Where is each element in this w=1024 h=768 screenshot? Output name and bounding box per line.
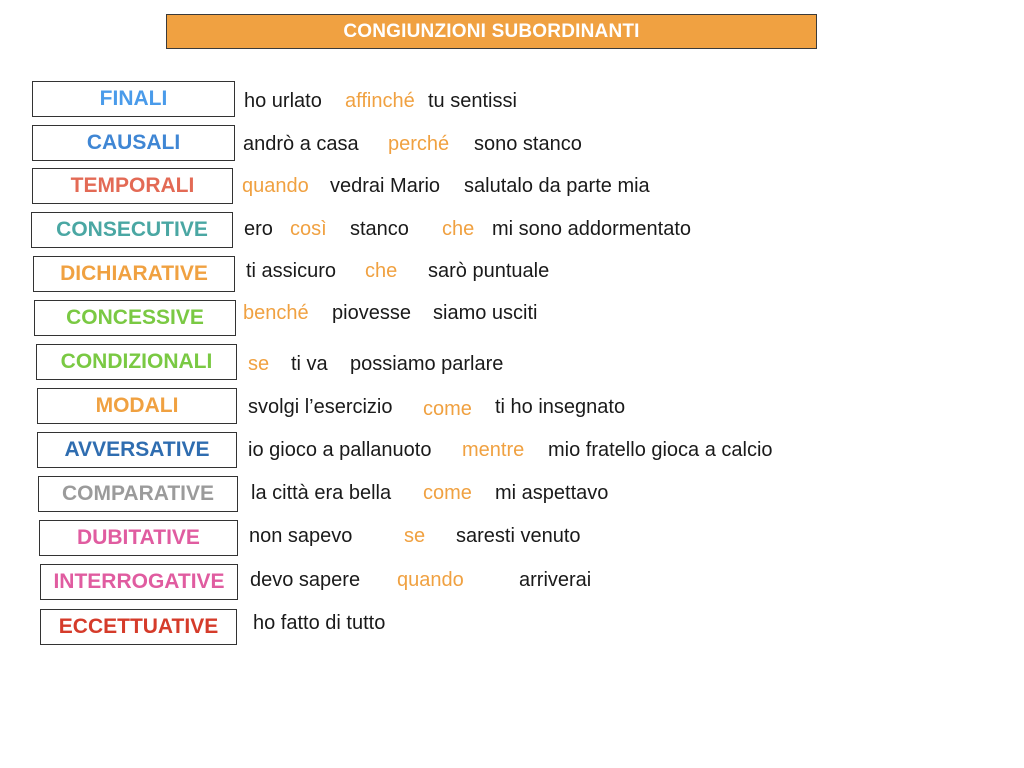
label-causali: CAUSALI (32, 125, 235, 161)
label-condizionali: CONDIZIONALI (36, 344, 237, 380)
fragment-text: ero (244, 218, 273, 240)
fragment-text: mio fratello gioca a calcio (548, 439, 773, 461)
conjunction-word: che (365, 260, 398, 282)
label-eccettuative: ECCETTUATIVE (40, 609, 237, 645)
conjunction-word: benché (243, 302, 309, 324)
conjunction-word: se (248, 353, 270, 375)
page-title: CONGIUNZIONI SUBORDINANTI (166, 14, 817, 49)
fragment-text: devo sapere (250, 569, 361, 591)
fragment-text: andrò a casa (243, 133, 359, 155)
fragment-text: salutalo da parte mia (464, 175, 650, 197)
label-consecutive: CONSECUTIVE (31, 212, 233, 248)
fragment-text: ho urlato (244, 90, 322, 112)
fragment-text: piovesse (332, 302, 411, 324)
fragment-text: mi sono addormentato (492, 218, 692, 240)
fragment-text: possiamo parlare (350, 353, 504, 375)
conjunction-word: perché (388, 133, 450, 155)
conjunction-word: mentre (462, 439, 525, 461)
conjunction-word: quando (242, 175, 309, 197)
label-concessive: CONCESSIVE (34, 300, 236, 336)
conjunction-word: quando (397, 569, 464, 591)
label-avversative: AVVERSATIVE (37, 432, 237, 468)
fragment-text: arriverai (519, 569, 592, 591)
label-dubitative: DUBITATIVE (39, 520, 238, 556)
conjunction-word: come (423, 482, 472, 504)
label-temporali: TEMPORALI (32, 168, 233, 204)
fragment-text: saresti venuto (456, 525, 581, 547)
fragment-text: sono stanco (474, 133, 582, 155)
conjunction-word: che (442, 218, 475, 240)
fragment-text: ti va (291, 353, 328, 375)
label-dichiarative: DICHIARATIVE (33, 256, 235, 292)
fragment-text: non sapevo (249, 525, 353, 547)
fragment-text: la città era bella (251, 482, 392, 504)
fragment-text: tu sentissi (428, 90, 517, 112)
fragment-text: ti ho insegnato (495, 396, 626, 418)
conjunction-word: affinché (345, 90, 415, 112)
label-finali: FINALI (32, 81, 235, 117)
fragment-text: ho fatto di tutto (253, 612, 386, 634)
fragment-text: mi aspettavo (495, 482, 609, 504)
label-modali: MODALI (37, 388, 237, 424)
conjunction-word: se (404, 525, 426, 547)
fragment-text: io gioco a pallanuoto (248, 439, 432, 461)
conjunction-word: come (423, 398, 472, 420)
fragment-text: ti assicuro (246, 260, 337, 282)
fragment-text: svolgi l’esercizio (248, 396, 393, 418)
fragment-text: siamo usciti (433, 302, 538, 324)
fragment-text: vedrai Mario (330, 175, 441, 197)
label-comparative: COMPARATIVE (38, 476, 238, 512)
fragment-text: sarò puntuale (428, 260, 550, 282)
fragment-text: stanco (350, 218, 409, 240)
conjunction-word: così (290, 218, 327, 240)
label-interrogative: INTERROGATIVE (40, 564, 238, 600)
